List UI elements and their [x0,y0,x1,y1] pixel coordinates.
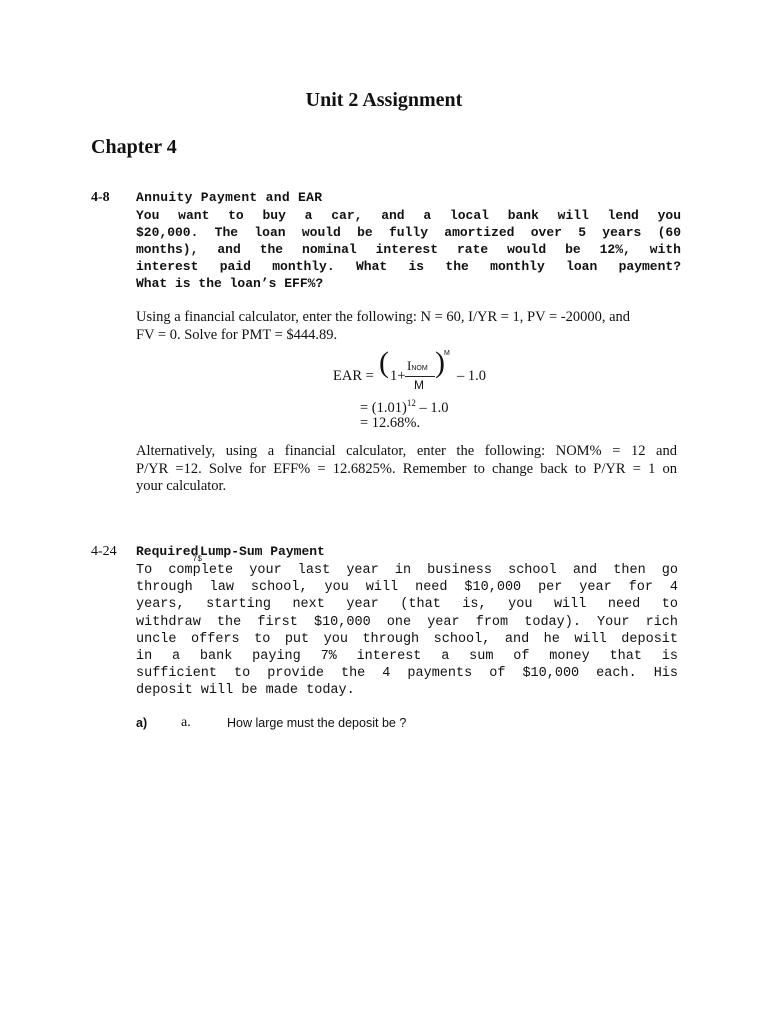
stray-mark: 7$ [192,555,203,564]
problem-number: 4-8 [91,190,110,205]
question-line: sufficient to provide the 4 payments of $10,000 each. His [136,666,678,682]
alternative-line: your calculator. [136,478,227,494]
formula-line-2 [360,398,448,417]
question-line: What is the loan’s EFF%? [136,276,324,291]
problem-title: Annuity Payment and EAR [136,190,323,205]
formula-one: 1+ [390,368,406,384]
part-a-label-outer: a) [136,716,148,730]
question-line: in a bank paying 7% interest a sum of money that is [136,649,678,665]
question-line: years, starting next year (that is, you will need to [136,597,678,613]
formula-line-2-rest: – 1.0 [415,399,449,416]
ear-formula [331,346,591,438]
question-line: months), and the nominal interest rate would be 12%, with [136,242,681,257]
formula-numerator-sub: NOM [411,365,428,372]
formula-close-paren: ) [435,346,445,379]
problem-question [136,562,678,700]
formula-open-paren: ( [379,346,389,379]
formula-denominator: M [414,378,424,392]
alternative-line: Alternatively, using a financial calculator, enter the following: NOM% = 12 and [136,443,677,459]
question-line: interest paid monthly. What is the monthly loan payment? [136,259,681,274]
formula-fraction-bar [405,376,435,377]
question-line: You want to buy a car, and a local bank will lend you [136,208,681,223]
question-line: uncle offers to put you through school, and he will deposit [136,631,678,647]
formula-numerator-i: I [407,358,412,373]
question-line: withdraw the first $10,000 one year from today). Your rich [136,614,678,630]
formula-numerator [407,358,428,374]
problem-question [136,207,681,292]
solution-line: Using a financial calculator, enter the following: N = 60, I/YR = 1, PV = -20000, and [136,309,631,325]
question-line: deposit will be made today. [136,683,355,699]
alternative-solution [136,443,677,496]
solution-text [136,309,681,344]
question-line: $20,000. The loan would be fully amortized over 5 years (60 [136,225,681,240]
chapter-heading: Chapter 4 [91,136,177,158]
question-line: through law school, you will need $10,000 per year for 4 [136,580,678,596]
formula-exponent: M [444,350,450,357]
formula-line-2-exponent: 12 [406,398,416,408]
formula-lhs: EAR = [333,368,374,384]
problem-title-part1: Required [136,544,199,559]
problem-title-part2: Lump-Sum Payment [200,544,325,559]
question-line: To complete your last year in business school and then go [136,563,678,578]
document-title: Unit 2 Assignment [305,89,463,111]
formula-line-3: = 12.68%. [360,415,421,431]
formula-line-2-base: = (1.01) [360,399,407,416]
formula-minus-one: – 1.0 [457,368,486,384]
problem-number: 4-24 [91,544,117,559]
solution-line: FV = 0. Solve for PMT = $444.89. [136,326,338,343]
problem-title [136,544,325,564]
alternative-line: P/YR =12. Solve for EFF% = 12.6825%. Remember to change back to P/YR = 1 on [136,460,677,477]
part-a-question: How large must the deposit be ? [227,716,407,730]
part-a-label-inner: a. [181,715,191,730]
